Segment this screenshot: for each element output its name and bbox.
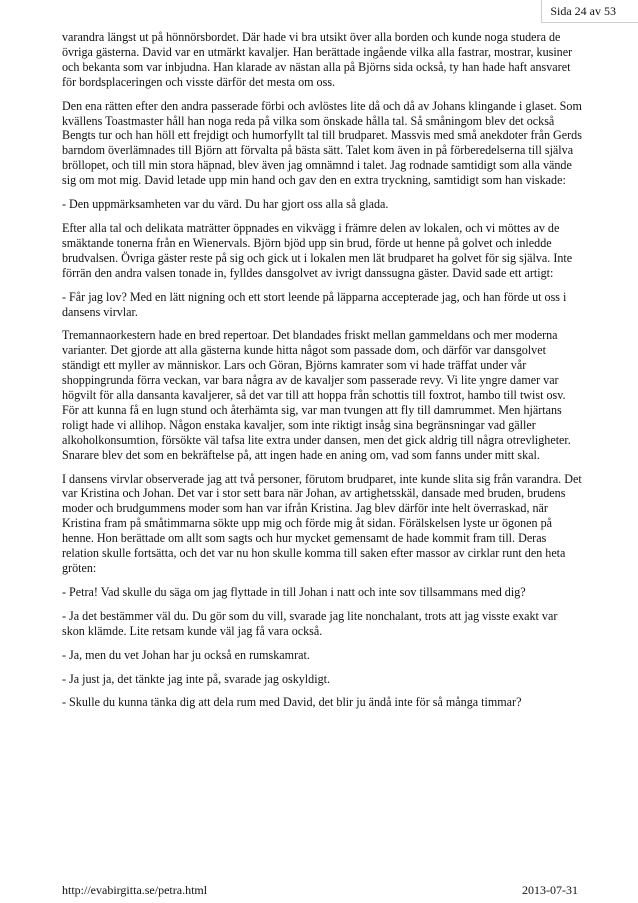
page-header <box>0 0 638 22</box>
paragraph: Tremannaorkestern hade en bred repertoar. Det blandades friskt mellan gammeldans och mer moderna varianter. Det gjorde att alla gästerna kunde hitta något som passade dom, och därför var dansgolvet ständigt ett myller av människor. Lars och Göran, Björns kamrater som vi hade träffat under vår shoppingrunda förra veckan, var bara några av de kavaljer som passerade revy. Vi lite yngre damer var högvilt för alla dansanta kavaljerer, så det var till att hoppa från schottis till foxtrot, hambo till twist osv. För att kunna få en lugn stund och återhämta sig, var man tvungen att fly till damrummet. Men hjärtans roligt hade vi allihop. Någon enstaka kavaljer, som inte riktigt insåg sina begränsningar vad gäller alkoholkonsumtion, försökte väl tafsa lite extra under dansen, men det gick aldrig till några otrevligheter. Snarare blev det som en bekräftelse på, att ingen hade en aning om, vad som fanns under mitt skal. <box>62 328 571 462</box>
footer-date: 2013-07-31 <box>522 883 578 897</box>
paragraph: - Petra! Vad skulle du säga om jag flyttade in till Johan i natt och inte sov tillsammans med dig? <box>62 584 526 599</box>
page-footer <box>62 883 578 899</box>
paragraph: varandra längst ut på hönnörsbordet. Där hade vi bra utsikt över alla borden och kunde noga studera de övriga gästerna. David var en utmärkt kavaljer. Han berättade ingående vilka alla fastrar, mostrar, kusiner och bekanta som var inbjudna. Han klarade av nästan alla på Björns sida också, ty han hade haft ansvaret för bordsplaceringen och visste därför det mesta om oss. <box>62 30 573 89</box>
footer-url: http://evabirgitta.se/petra.html <box>62 883 208 897</box>
paragraph: - Ja just ja, det tänkte jag inte på, svarade jag oskyldigt. <box>62 671 331 686</box>
paragraph: - Den uppmärksamheten var du värd. Du har gjort oss alla så glada. <box>62 197 389 212</box>
page-number: Sida 24 av 53 <box>550 4 616 18</box>
document-body <box>62 30 582 719</box>
paragraph: - Ja det bestämmer väl du. Du gör som du vill, svarade jag lite nonchalant, trots att jag visste exakt var skon klämde. Lite retsam kunde väl jag få vara också. <box>62 608 558 638</box>
paragraph: Efter alla tal och delikata maträtter öppnades en vikvägg i främre delen av lokalen, och vi möttes av de smäktande tonerna från en Wienervals. Björn bjöd upp sin brud, förde ut henne på golvet och inledde brudvalsen. Övriga gäster reste på sig och gick ut i lokalen men lät brudparet ha golvet för sig själva. Inte förrän den andra valsen tonade in, fylldes dansgolvet av ivrigt danssugna gäster. David sade ett artigt: <box>62 220 573 280</box>
paragraph: - Ja, men du vet Johan har ju också en rumskamrat. <box>62 647 310 662</box>
paragraph: - Skulle du kunna tänka dig att dela rum med David, det blir ju ändå inte för så många timmar? <box>62 695 522 710</box>
paragraph: I dansens virvlar observerade jag att två personer, förutom brudparet, inte kunde slita sig från varandra. Det var Kristina och Johan. Det var i stor sett bara när Johan, av artighetsskäl, dansade med bruden, brudens moder och brudgummens moder som han var ifrån Kristina. Jag blev därför inte helt överraskad, när Kristina fram på småtimmarna sökte upp mig och förde mig åt sidan. Förälskelsen lyste ur ögonen på henne. Hon berättade om allt som sagts och hur mycket gemensamt de hade kommit fram till. Deras relation skulle fortsätta, och det var nu hon skulle komma till saken efter massor av cirklar runt den heta gröten: <box>62 471 582 575</box>
paragraph: Den ena rätten efter den andra passerade förbi och avlöstes lite då och då av Johans klingande i glaset. Som kvällens Toastmaster håll han noga reda på vilka som önskade hålla tal. Så småningom blev det också Bengts tur och han höll ett frejdigt och humorfyllt tal till brudparet. Massvis med små anekdoter från Gerds barndom överlämnades till Björn att förvalta på bästa sätt. Talet kom även in på förberedelserna till själva bröllopet, och till min stora häpnad, blev även jag omnämnd i talet. Jag rodnade samtidigt som alla vände sig om mot mig. David letade upp min hand och gav den en extra tryckning, samtidigt som han viskade: <box>62 98 582 188</box>
paragraph: - Får jag lov? Med en lätt nigning och ett stort leende på läpparna accepterade jag, och han förde ut oss i dansens virvlar. <box>62 289 567 319</box>
